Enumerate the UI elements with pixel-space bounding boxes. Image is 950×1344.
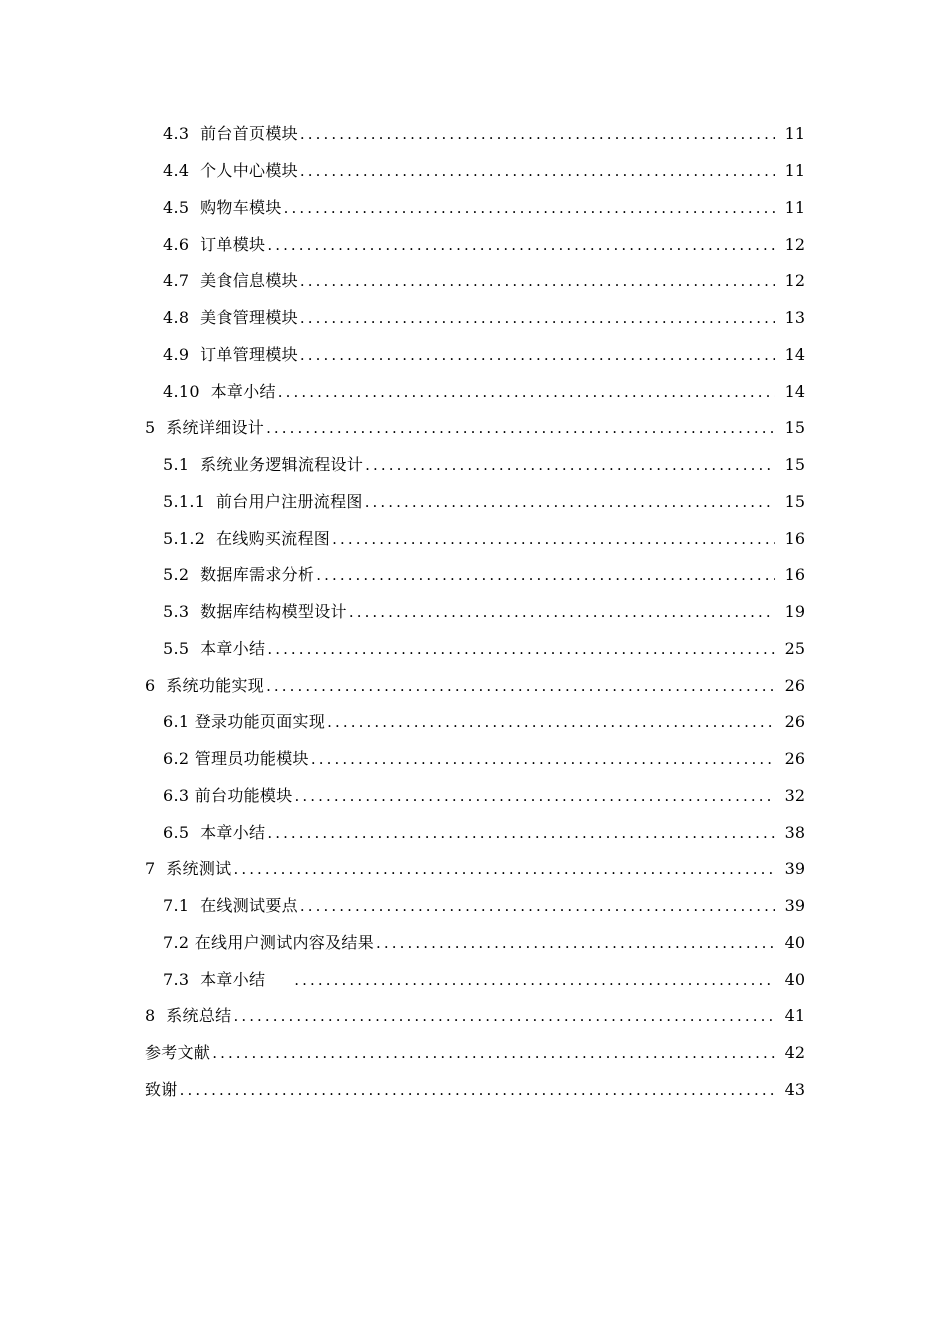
toc-entry[interactable]: [0, 410, 950, 447]
toc-entry-page: 15: [784, 455, 805, 475]
toc-entry-page: 11: [784, 197, 805, 217]
toc-entry[interactable]: [0, 1035, 950, 1072]
dot-leader: [267, 823, 775, 843]
toc-entry-page: 38: [784, 822, 805, 842]
dot-leader: [376, 933, 775, 953]
toc-entry-page: 15: [784, 418, 805, 438]
table-of-contents: [0, 116, 950, 1108]
dot-leader: [316, 565, 775, 585]
toc-entry-title: 4.5 购物车模块: [163, 197, 282, 217]
toc-entry[interactable]: [0, 925, 950, 962]
toc-entry-page: 39: [784, 859, 805, 879]
toc-entry-page: 12: [784, 271, 805, 291]
toc-entry[interactable]: [0, 961, 950, 998]
toc-entry-title: 5.2 数据库需求分析: [163, 565, 315, 585]
toc-entry-title: 4.4 个人中心模块: [163, 161, 298, 181]
toc-entry-title: 参考文献: [145, 1043, 211, 1063]
toc-entry-title: 6.5 本章小结: [163, 822, 266, 842]
toc-entry[interactable]: [0, 337, 950, 374]
toc-entry-page: 40: [784, 932, 805, 952]
toc-entry-title: 4.9 订单管理模块: [163, 344, 298, 364]
toc-entry-title: 致谢: [145, 1079, 178, 1099]
toc-entry-title: 5.5 本章小结: [163, 638, 266, 658]
toc-entry[interactable]: [0, 153, 950, 190]
dot-leader: [300, 161, 775, 181]
toc-entry-page: 19: [784, 602, 805, 622]
toc-entry[interactable]: [0, 814, 950, 851]
dot-leader: [311, 749, 775, 769]
toc-entry[interactable]: [0, 557, 950, 594]
toc-entry-page: 14: [784, 381, 805, 401]
toc-entry-page: 13: [784, 308, 805, 328]
toc-entry[interactable]: [0, 447, 950, 484]
toc-entry[interactable]: [0, 226, 950, 263]
toc-entry[interactable]: [0, 704, 950, 741]
toc-entry-title: 6.2 管理员功能模块: [163, 749, 309, 769]
toc-entry-title: 6 系统功能实现: [145, 675, 265, 695]
toc-entry-page: 26: [784, 749, 805, 769]
toc-entry-title: 5 系统详细设计: [145, 418, 265, 438]
toc-entry-title: 7.2 在线用户测试内容及结果: [163, 932, 375, 952]
toc-entry-title: 4.10 本章小结: [163, 381, 276, 401]
toc-entry[interactable]: [0, 888, 950, 925]
toc-entry-page: 41: [784, 1006, 805, 1026]
toc-entry-page: 26: [784, 675, 805, 695]
dot-leader: [278, 382, 775, 402]
toc-entry[interactable]: [0, 631, 950, 668]
toc-entry-title: 4.7 美食信息模块: [163, 271, 298, 291]
toc-entry-title: 4.3 前台首页模块: [163, 124, 298, 144]
toc-entry-title: 4.6 订单模块: [163, 234, 266, 254]
dot-leader: [212, 1043, 775, 1063]
dot-leader: [365, 492, 775, 512]
toc-entry[interactable]: [0, 373, 950, 410]
dot-leader: [233, 859, 775, 879]
toc-entry-page: 14: [784, 344, 805, 364]
toc-entry-page: 11: [784, 161, 805, 181]
toc-entry-page: 12: [784, 234, 805, 254]
dot-leader: [300, 896, 775, 916]
dot-leader: [267, 639, 775, 659]
toc-entry-title: 8 系统总结: [145, 1006, 232, 1026]
toc-entry[interactable]: [0, 851, 950, 888]
dot-leader: [294, 970, 775, 990]
dot-leader: [365, 455, 775, 475]
toc-entry-title: 7.1 在线测试要点: [163, 896, 298, 916]
toc-entry-page: 42: [784, 1043, 805, 1063]
toc-entry[interactable]: [0, 741, 950, 778]
toc-entry-title: 5.3 数据库结构模型设计: [163, 602, 347, 622]
toc-entry-title: 6.3 前台功能模块: [163, 785, 293, 805]
toc-entry[interactable]: [0, 263, 950, 300]
toc-entry-title: 5.1.1 前台用户注册流程图: [163, 491, 363, 511]
dot-leader: [266, 418, 775, 438]
toc-entry-page: 16: [784, 528, 805, 548]
toc-entry-page: 16: [784, 565, 805, 585]
toc-entry[interactable]: [0, 667, 950, 704]
toc-entry-title: 5.1 系统业务逻辑流程设计: [163, 455, 364, 475]
toc-entry[interactable]: [0, 998, 950, 1035]
dot-leader: [266, 676, 775, 696]
toc-entry-page: 26: [784, 712, 805, 732]
dot-leader: [349, 602, 775, 622]
toc-entry-page: 25: [784, 638, 805, 658]
toc-entry-title: 7.3 本章小结: [163, 969, 293, 989]
dot-leader: [284, 198, 775, 218]
toc-entry-page: 43: [784, 1079, 805, 1099]
dot-leader: [300, 308, 775, 328]
toc-entry[interactable]: [0, 778, 950, 815]
toc-entry[interactable]: [0, 484, 950, 521]
dot-leader: [300, 124, 775, 144]
dot-leader: [233, 1006, 775, 1026]
dot-leader: [332, 529, 775, 549]
toc-entry-title: 6.1 登录功能页面实现: [163, 712, 326, 732]
dot-leader: [180, 1080, 775, 1100]
toc-entry-page: 39: [784, 896, 805, 916]
dot-leader: [300, 271, 775, 291]
toc-entry[interactable]: [0, 190, 950, 227]
toc-entry-page: 40: [784, 969, 805, 989]
dot-leader: [300, 345, 775, 365]
toc-entry[interactable]: [0, 1072, 950, 1109]
toc-entry[interactable]: [0, 300, 950, 337]
toc-entry-page: 32: [784, 785, 805, 805]
toc-entry-title: 4.8 美食管理模块: [163, 308, 298, 328]
toc-entry[interactable]: [0, 116, 950, 153]
toc-entry-title: 5.1.2 在线购买流程图: [163, 528, 331, 548]
toc-entry[interactable]: [0, 594, 950, 631]
toc-entry-page: 15: [784, 491, 805, 511]
toc-entry-page: 11: [784, 124, 805, 144]
toc-entry-title: 7 系统测试: [145, 859, 232, 879]
dot-leader: [267, 235, 775, 255]
dot-leader: [295, 786, 775, 806]
toc-entry[interactable]: [0, 520, 950, 557]
dot-leader: [327, 712, 775, 732]
